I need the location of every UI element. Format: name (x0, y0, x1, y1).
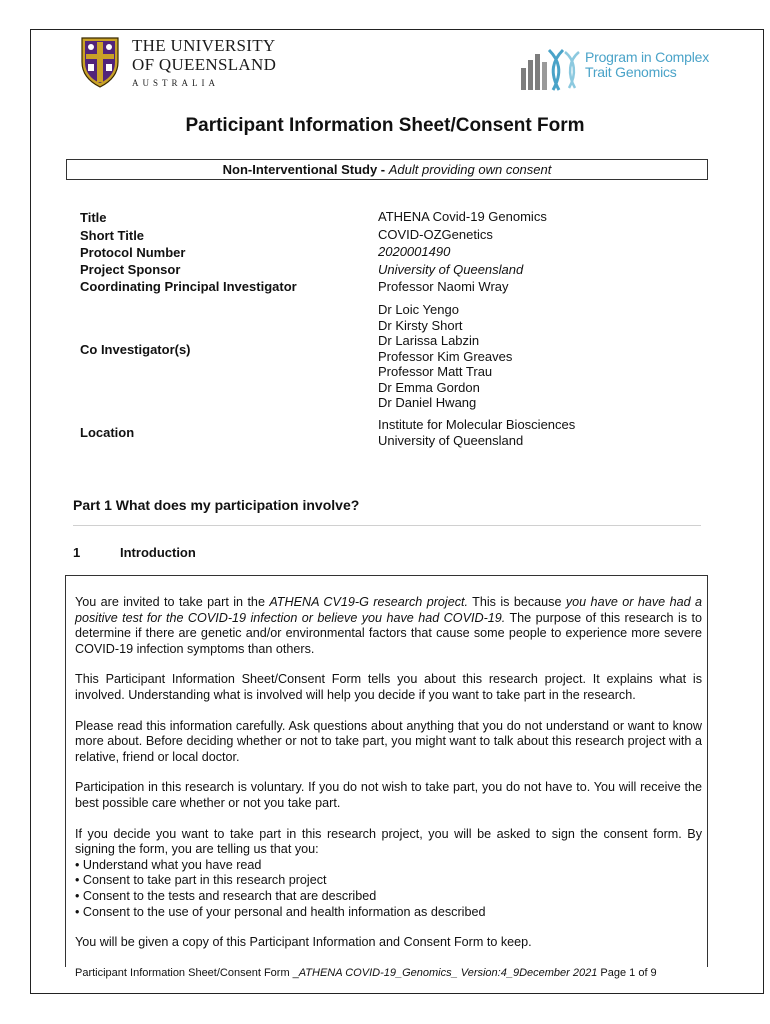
consent-item: • Understand what you have read (75, 857, 262, 872)
co-investigator: Professor Kim Greaves (378, 348, 513, 364)
co-investigators-label: Co Investigator(s) (80, 342, 191, 357)
study-type-box (66, 159, 708, 180)
footer-prefix: Participant Information Sheet/Consent Form _ (75, 967, 299, 979)
title-label: Title (80, 210, 107, 225)
uq-wordmark (132, 36, 276, 88)
sponsor-value: University of Queensland (378, 262, 524, 277)
consent-list (75, 858, 702, 920)
co-investigator: Professor Matt Trau (378, 364, 493, 379)
location-line: Institute for Molecular Biosciences (378, 417, 576, 432)
pctg-wordmark (585, 50, 709, 80)
dna-bars-icon (519, 46, 583, 92)
co-investigator: Dr Daniel Hwang (378, 395, 477, 410)
uq-line1: THE UNIVERSITY (132, 36, 276, 55)
uq-logo (80, 36, 280, 90)
part1-heading: Part 1 What does my participation involve? (73, 497, 360, 513)
introduction-text (75, 595, 702, 966)
intro-paragraph-4: Participation in this research is voluntary. If you do not wish to take part, you do not have to. You will receive the best possible care whether or not you take part. (75, 780, 702, 810)
footer-page-number: Page 1 of 9 (597, 967, 657, 979)
section-divider (73, 525, 701, 526)
section-title: Introduction (120, 545, 196, 560)
section-number: 1 (73, 545, 81, 560)
consent-item: • Consent to the tests and research that are described (75, 888, 377, 903)
intro-paragraph-3: Please read this information carefully. Ask questions about anything that you do not understand or want to know more about. Before deciding whether or not to take part, you might want to talk about this research project with a relative, friend or local doctor. (75, 718, 702, 764)
intro-p1-text: This is because (468, 595, 566, 609)
co-investigator: Dr Emma Gordon (378, 379, 480, 395)
intro-paragraph-6: You will be given a copy of this Participant Information and Consent Form to keep. (75, 935, 532, 950)
introduction-box (65, 575, 708, 967)
location-label: Location (80, 425, 135, 440)
cpi-value: Professor Naomi Wray (378, 279, 509, 294)
intro-p1-purpose: The purpose of this research is to determine if there are genetic and/or environmental factors that cause some people to experience more severe COVID-19 infection symptoms than others. (75, 610, 702, 656)
cpi-label: Coordinating Principal Investigator (80, 279, 297, 294)
uq-line2: OF QUEENSLAND (132, 55, 277, 74)
pctg-line2: Trait Genomics (585, 64, 677, 80)
uq-line3: AUSTRALIA (132, 78, 219, 88)
protocol-value: 2020001490 (378, 244, 451, 259)
pctg-logo (519, 46, 719, 92)
study-type-qualifier: Adult providing own consent (388, 162, 552, 177)
pctg-line1: Program in Complex (585, 49, 709, 65)
intro-p1-project: ATHENA CV19-G research project. (269, 595, 468, 609)
short-title-value: COVID-OZGenetics (378, 227, 493, 242)
intro-p1-reason: you have or have had a positive test for the COVID-19 infection or believe you have had COVID-19. (75, 595, 702, 625)
protocol-label: Protocol Number (80, 245, 186, 260)
uq-crest-icon (80, 36, 120, 88)
intro-paragraph-1 (75, 595, 702, 657)
intro-paragraph-5: If you decide you want to take part in this research project, you will be asked to sign the consent form. By signing the form, you are telling us that you: (75, 826, 702, 857)
footer-version: ATHENA COVID-19_Genomics_ Version:4_9December 2021 (298, 967, 598, 979)
co-investigator: Dr Larissa Labzin (378, 333, 480, 348)
page-footer (75, 967, 657, 979)
co-investigator: Dr Loic Yengo (378, 302, 459, 317)
title-value: ATHENA Covid-19 Genomics (378, 209, 547, 224)
co-investigators-list (378, 302, 512, 411)
study-type-label: Non-Interventional Study - (222, 162, 386, 177)
consent-item: • Consent to take part in this research project (75, 873, 327, 888)
sponsor-label: Project Sponsor (80, 262, 181, 277)
short-title-label: Short Title (80, 228, 145, 243)
consent-item: • Consent to the use of your personal and health information as described (75, 904, 486, 919)
location-line: University of Queensland (378, 432, 524, 448)
intro-paragraph-2: This Participant Information Sheet/Consent Form tells you about this research project. It explains what is involved. Understanding what is involved will help you decide if you want to take part in the research. (75, 672, 702, 702)
intro-p1-text: You are invited to take part in the (75, 595, 270, 609)
location-value (378, 417, 575, 448)
document-title: Participant Information Sheet/Consent Form (185, 115, 585, 136)
co-investigator: Dr Kirsty Short (378, 317, 463, 333)
